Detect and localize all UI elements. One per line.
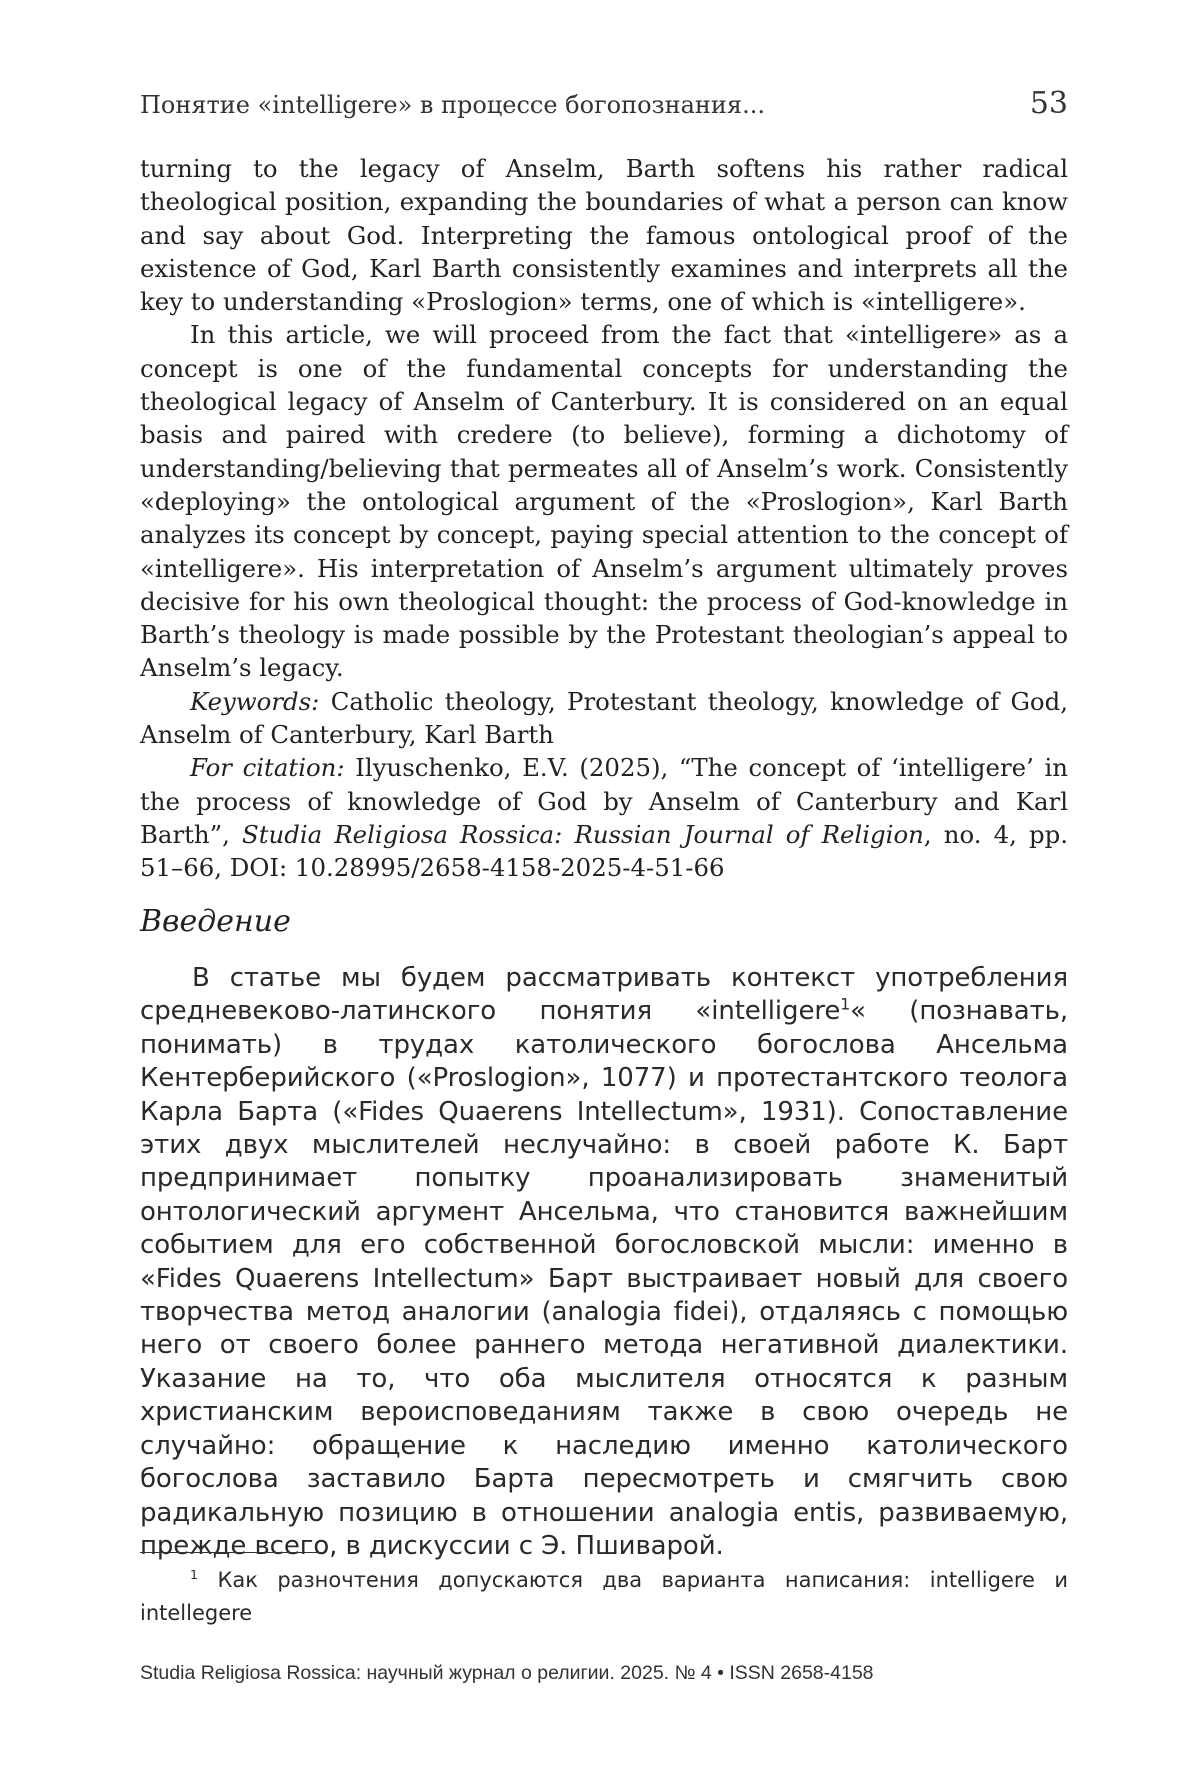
keywords-label: Keywords:: [190, 686, 320, 716]
citation-tail: , no. 4, pp. 51–66, DOI: 10.28995/2658-4158-2025-4-51-66: [140, 819, 1068, 883]
abstract-paragraph: In this article, we will proceed from the fact that «intelligere» as a concept is one of the fundamental concepts for understanding the theological legacy of Anselm of Canterbury. It is considered on an equal basis and paired with credere (to believe), forming a dichotomy of understanding/believing that permeates all of Anselm’s work. Consistently «deploying» the ontological argument of the «Proslogion», Karl Barth analyzes its concept by concept, paying special attention to the concept of «intelligere». His interpretation of Anselm’s argument ultimately proves decisive for his own theological thought: the process of God-knowledge in Barth’s theology is made possible by the Protestant theologian’s appeal to Anselm’s legacy.: [140, 320, 1068, 683]
running-head: [140, 86, 1068, 126]
footnote: [140, 1564, 1068, 1630]
citation-text: Ilyuschenko, E.V. (2025), “The concept of ‘intelligere’ in the process of knowledge of God by Anselm of Canterbury and Karl Barth”,: [140, 753, 1068, 849]
citation-label: For citation:: [190, 753, 345, 783]
intro-text-start: В статье мы будем рассматривать контекст употребления средневеково-латинского понятия «intelligere: [140, 963, 1068, 1027]
english-abstract: [140, 152, 1068, 885]
citation: [140, 751, 1068, 884]
page-footer: Studia Religiosa Rossica: научный журнал о религии. 2025. № 4 • ISSN 2658-4158: [140, 1662, 874, 1684]
footnote-marker: 1: [190, 1567, 199, 1582]
intro-paragraph: [140, 962, 1068, 1563]
introduction: [140, 962, 1068, 1563]
section-heading: Введение: [140, 904, 291, 939]
abstract-paragraph: turning to the legacy of Anselm, Barth softens his rather radical theological position, expanding the boundaries of what a person can know and say about God. Interpreting the famous ontological proof of the existence of God, Karl Barth consistently examines and interprets all the key to understanding «Proslogion» terms, one of which is «intelligere».: [140, 154, 1068, 317]
footnote-text: Как разночтения допускаются два варианта написания: intelligere и intellegere: [140, 1568, 1068, 1625]
intro-text-rest: « (познавать, понимать) в трудах католического богослова Ансельма Кентерберийского («Proslogion», 1077) и протестантского теолога Карла Барта («Fides Quaerens Intellectum», 1931). Сопоставление этих двух мыслителей неслучайно: в своей работе К. Барт предпринимает попытку проанализировать знаменитый онтологический аргумент Ансельма, что становится важнейшим событием для его собственной богословской мысли: именно в «Fides Quaerens Intellectum» Барт выстраивает новый для своего творчества метод аналогии (analogia fidei), отдаляясь с помощью него от своего более раннего метода негативной диалектики. Указание на то, что оба мыслителя относятся к разным христианским вероисповеданиям также в свою очередь не случайно: обращение к наследию именно католического богослова заставило Барта пересмотреть и смягчить свою радикальную позицию в отношении analogia entis, развиваемую, прежде всего, в дискуссии с Э. Пшиварой.: [140, 996, 1069, 1561]
keywords-list: Catholic theology, Protestant theology, knowledge of God, Anselm of Canterbury, Karl Barth: [140, 686, 1068, 750]
citation-journal: Studia Religiosa Rossica: Russian Journal of Religion: [242, 819, 924, 849]
footnote-reference[interactable]: 1: [840, 995, 851, 1014]
footnote-divider: [140, 1552, 324, 1553]
keywords: [140, 685, 1068, 752]
running-head-title: Понятие «intelligere» в процессе богопознания...: [140, 91, 765, 119]
page-number: 53: [1029, 86, 1068, 121]
